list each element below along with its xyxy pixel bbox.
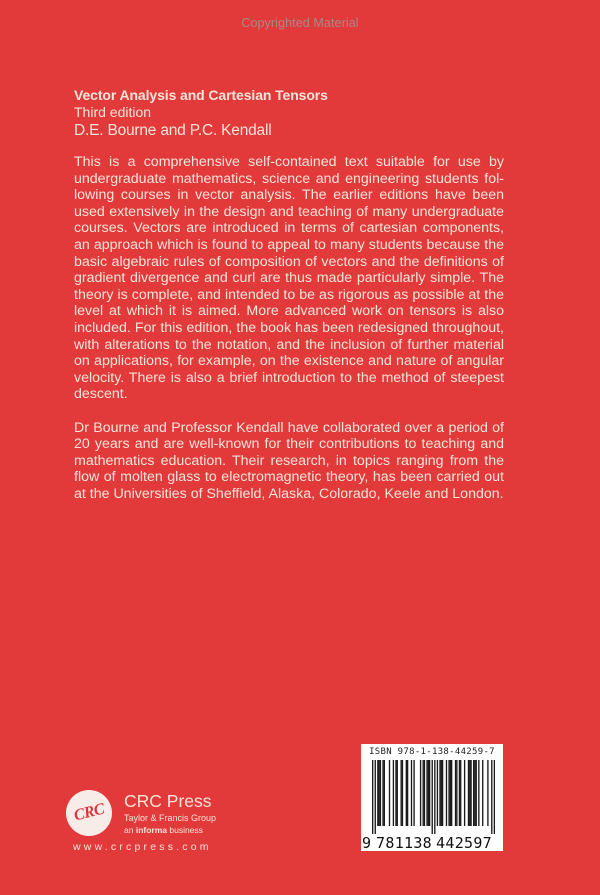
crc-logo-icon [66, 790, 112, 836]
ean-group-2: 442597 [436, 834, 493, 852]
publisher-informa-line [124, 825, 203, 835]
description-paragraph-book: This is a comprehensive self-contained text suitable for use by undergraduate mathematics, science and engineering students following courses in vector analysis. The earlier editions have been used extensively in the design and teaching of many undergraduate courses. Vectors are introduced in terms of cartesian components, an approach which is found to appeal to many students because the basic algebraic rules of composition of vectors and the definitions of gradient divergence and curl are thus made particularly simple. The theory is complete, and intended to be as rigorous as possible at the level at which it is aimed. More advanced work on tensors is also included. For this edition, the book has been redesigned throughout, with alterations to the notation, and the inclusion of further material on applications, for example, on the existence and nature of angular velocity. There is also a brief introduction to the method of steepest descent. [74, 154, 504, 403]
book-title: Vector Analysis and Cartesian Tensors [74, 87, 328, 103]
informa-prefix: an [124, 825, 136, 835]
back-cover-description [74, 154, 504, 519]
barcode-bars-icon [372, 760, 495, 834]
book-authors: D.E. Bourne and P.C. Kendall [74, 122, 272, 139]
ean-digits [362, 835, 492, 851]
copyright-watermark: Copyrighted Material [241, 16, 359, 30]
publisher-group: Taylor & Francis Group [124, 813, 217, 823]
book-edition: Third edition [74, 104, 152, 120]
informa-suffix: business [167, 825, 203, 835]
crc-logo-text: CRC [72, 800, 106, 825]
book-heading [74, 87, 328, 140]
ean-first-digit: 9 [362, 834, 372, 852]
isbn-label: ISBN 978-1-138-44259-7 [369, 747, 495, 757]
description-paragraph-authors: Dr Bourne and Professor Kendall have collaborated over a period of 20 years and are well-known for their contributions to teaching and mathematics education. Their research, in topics ranging from the flow of molten glass to electromagnetic theory, has been carried out at the Universities of Sheffield, Alaska, Colorado, Keele and London. [74, 419, 504, 502]
informa-brand: informa [135, 825, 167, 835]
isbn-barcode [361, 744, 503, 851]
ean-group-1: 781138 [376, 834, 433, 852]
publisher-url: www.crcpress.com [73, 841, 212, 853]
publisher-name: CRC Press [124, 791, 212, 811]
